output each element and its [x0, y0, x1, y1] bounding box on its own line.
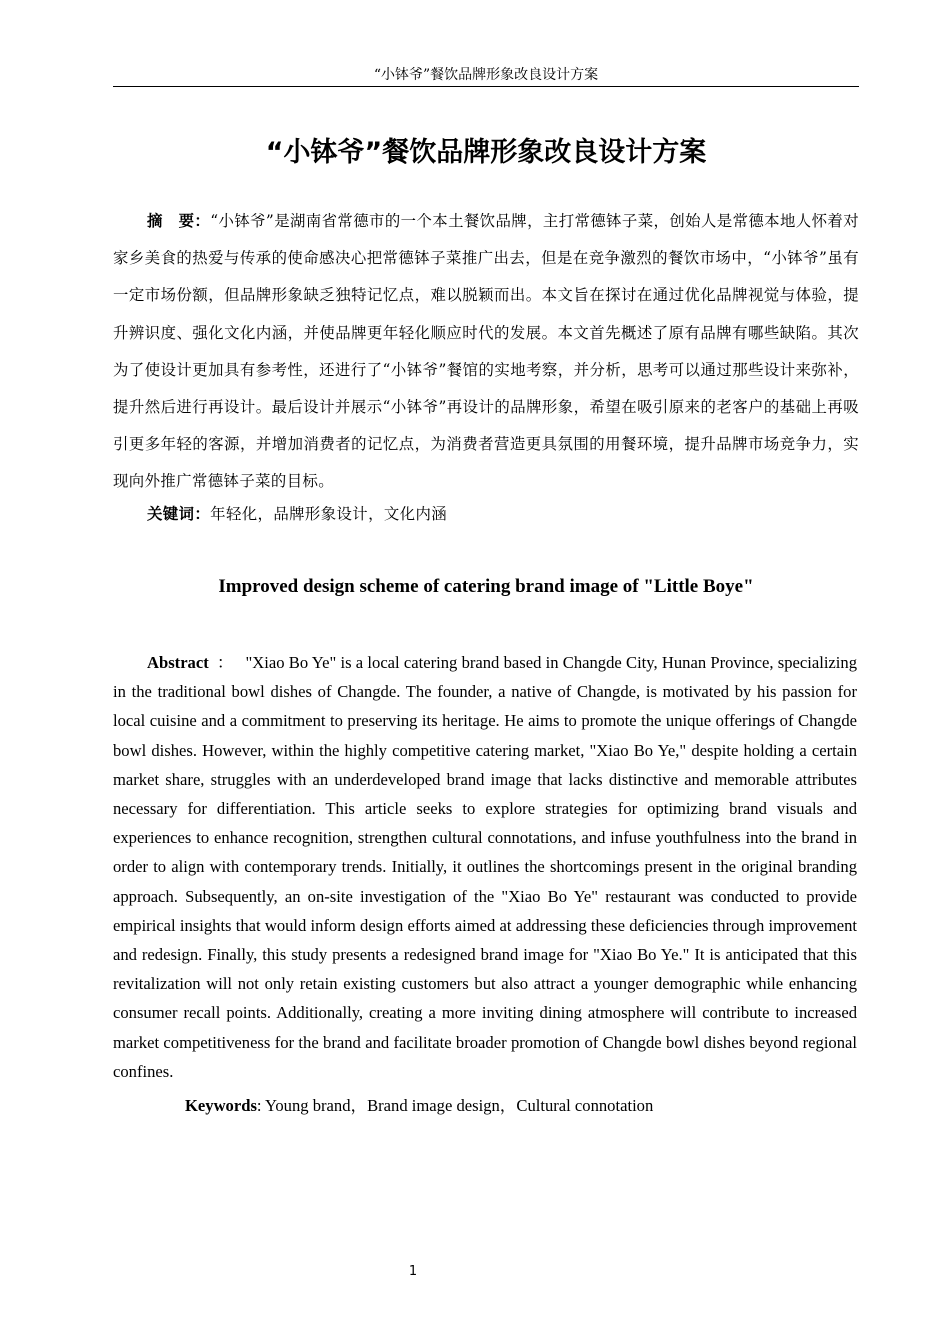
title-english: Improved design scheme of catering brand image of "Little Boye": [218, 576, 754, 597]
title-chinese: “小钵爷”餐饮品牌形象改良设计方案: [265, 137, 707, 168]
abstract-english-text: "Xiao Bo Ye" is a local catering brand based in Changde City, Hunan Province, specializing in the traditional bowl dishes of Changde. The founder, a native of Changde, is motivated by his passion for local cuisine and a commitment to preserving its heritage. He aims to promote the unique offerings of Changde bowl dishes. However, within the highly competitive catering market, "Xiao Bo Ye," despite holding a certain market share, struggles with an underdeveloped brand image that lacks distinctive and memorable attributes necessary for differentiation. This article seeks to explore strategies for optimizing brand visuals and experiences to enhance recognition, strengthen cultural connotations, and infuse youthfulness into the brand in order to align with contemporary trends. Initially, it outlines the shortcomings present in the original branding approach. Subsequently, an on-site investigation of the "Xiao Bo Ye" restaurant was conducted to provide empirical insights that would inform design efforts aimed at addressing these deficiencies through improvement and redesign. Finally, this study presents a redesigned brand image for "Xiao Bo Ye." It is anticipated that this revitalization will not only retain existing customers but also attract a younger demographic while enhancing consumer recall points. Additionally, creating a more inviting dining atmosphere will contribute to increased market competitiveness for the brand and facilitate broader promotion of Changde bowl dishes beyond regional confines.: [113, 653, 857, 1081]
page-number: 1: [408, 1264, 418, 1279]
header-rule: [113, 86, 859, 87]
abstract-chinese-text: “小钵爷”是湖南省常德市的一个本土餐饮品牌，主打常德钵子菜，创始人是常德本地人怀着对家乡美食的热爱与传承的使命感决心把常德钵子菜推广出去，但是在竞争激烈的餐饮市场中，“小钵爷”虽有一定市场份额，但品牌形象缺乏独特记忆点，难以脱颖而出。本文旨在探讨在通过优化品牌视觉与体验，提升辨识度、强化文化内涵，并使品牌更年轻化顺应时代的发展。本文首先概述了原有品牌有哪些缺陷。其次为了使设计更加具有参考性，还进行了“小钵爷”餐馆的实地考察，并分析，思考可以通过那些设计来弥补，提升然后进行再设计。最后设计并展示“小钵爷”再设计的品牌形象，希望在吸引原来的老客户的基础上再吸引更多年轻的客源，并增加消费者的记忆点，为消费者营造更具氛围的用餐环境，提升品牌市场竞争力，实现向外推广常德钵子菜的目标。: [113, 212, 859, 491]
keywords-chinese: [147, 500, 859, 528]
abstract-english-separator: ：: [216, 653, 234, 672]
keywords-chinese-label: 关键词：: [147, 505, 211, 523]
running-header: “小钵爷”餐饮品牌形象改良设计方案: [373, 67, 599, 83]
keywords-english-label: Keywords: [185, 1096, 257, 1115]
abstract-english: [113, 648, 857, 1086]
abstract-english-label: Abstract: [147, 653, 209, 672]
abstract-chinese-label: 摘 要：: [147, 212, 211, 230]
keywords-english-text: : Young brand，Brand image design，Cultural connotation: [256, 1096, 654, 1115]
keywords-english: [185, 1093, 859, 1119]
keywords-chinese-text: 年轻化，品牌形象设计，文化内涵: [210, 505, 448, 523]
abstract-chinese: [113, 203, 859, 501]
